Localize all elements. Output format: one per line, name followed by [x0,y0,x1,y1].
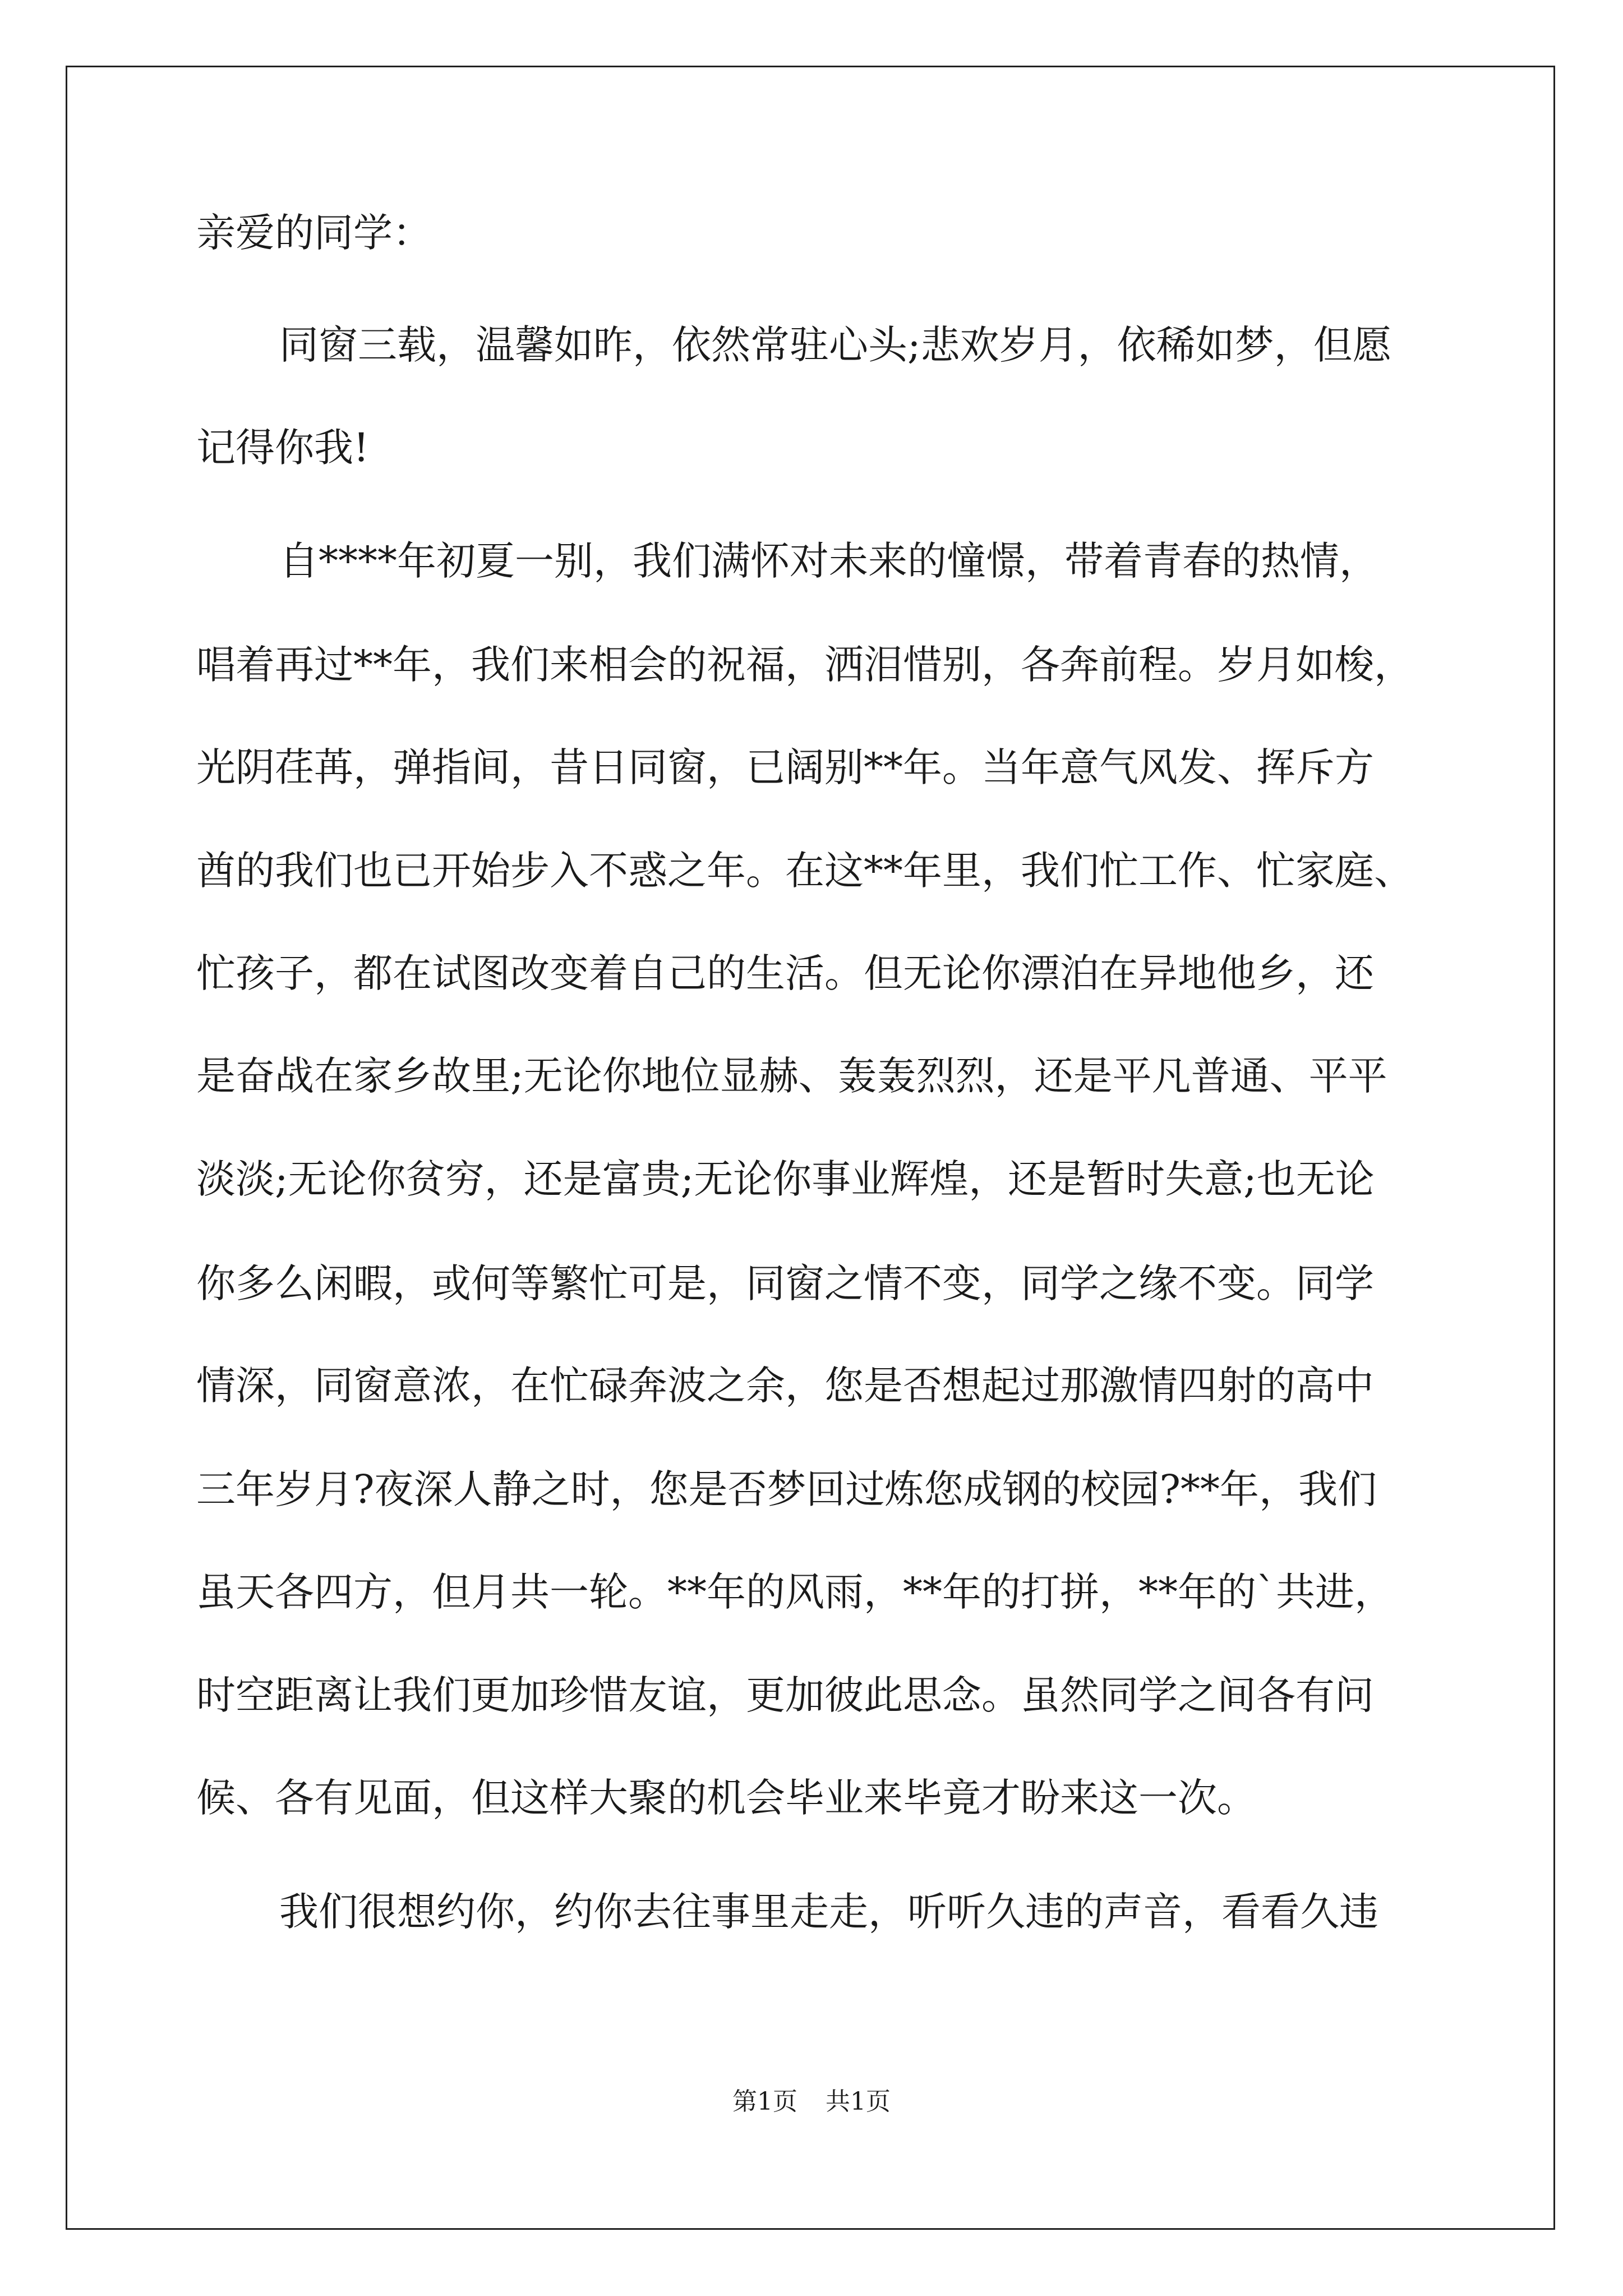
page-total: 共1页 [826,2087,891,2116]
text-line: 你多么闲暇，或何等繁忙可是，同窗之情不变，同学之缘不变。同学 [196,1260,1374,1306]
text-line: 虽天各四方，但月共一轮。**年的风雨，**年的打拼，**年的`共进， [196,1569,1394,1615]
text-line: 唱着再过**年，我们来相会的祝福，洒泪惜别，各奔前程。岁月如梭， [196,642,1413,688]
salutation: 亲爱的同学： [196,210,432,256]
text-line: 候、各有见面，但这样大聚的机会毕业来毕竟才盼来这一次。 [196,1775,1256,1821]
page-number: 第1页 [732,2087,797,2116]
text-line: 光阴荏苒，弹指间，昔日同窗，已阔别**年。当年意气风发、挥斥方 [196,744,1374,790]
text-line: 忙孩子，都在试图改变着自己的生活。但无论你漂泊在异地他乡，还 [196,950,1374,996]
text-line: 酋的我们也已开始步入不惑之年。在这**年里，我们忙工作、忙家庭、 [196,848,1413,894]
text-line: 记得你我! [196,425,370,471]
text-line: 我们很想约你，约你去往事里走走，听听久违的声音，看看久违 [279,1889,1378,1935]
text-line: 三年岁月?夜深人静之时，您是否梦回过炼您成钢的校园?**年，我们 [196,1466,1377,1512]
text-line: 淡淡;无论你贫穷，还是富贵;无论你事业辉煌，还是暂时失意;也无论 [196,1156,1375,1202]
text-line: 是奋战在家乡故里;无论你地位显赫、轰轰烈烈，还是平凡普通、平平 [196,1053,1387,1099]
text-line: 同窗三载，温馨如昨，依然常驻心头;悲欢岁月，依稀如梦，但愿 [279,322,1392,368]
text-line: 时空距离让我们更加珍惜友谊，更加彼此思念。虽然同学之间各有问 [196,1672,1374,1718]
page-footer [0,2087,1623,2116]
text-line: 情深，同窗意浓，在忙碌奔波之余，您是否想起过那激情四射的高中 [196,1363,1374,1409]
text-line: 自****年初夏一别，我们满怀对未来的憧憬，带着青春的热情， [279,538,1378,584]
